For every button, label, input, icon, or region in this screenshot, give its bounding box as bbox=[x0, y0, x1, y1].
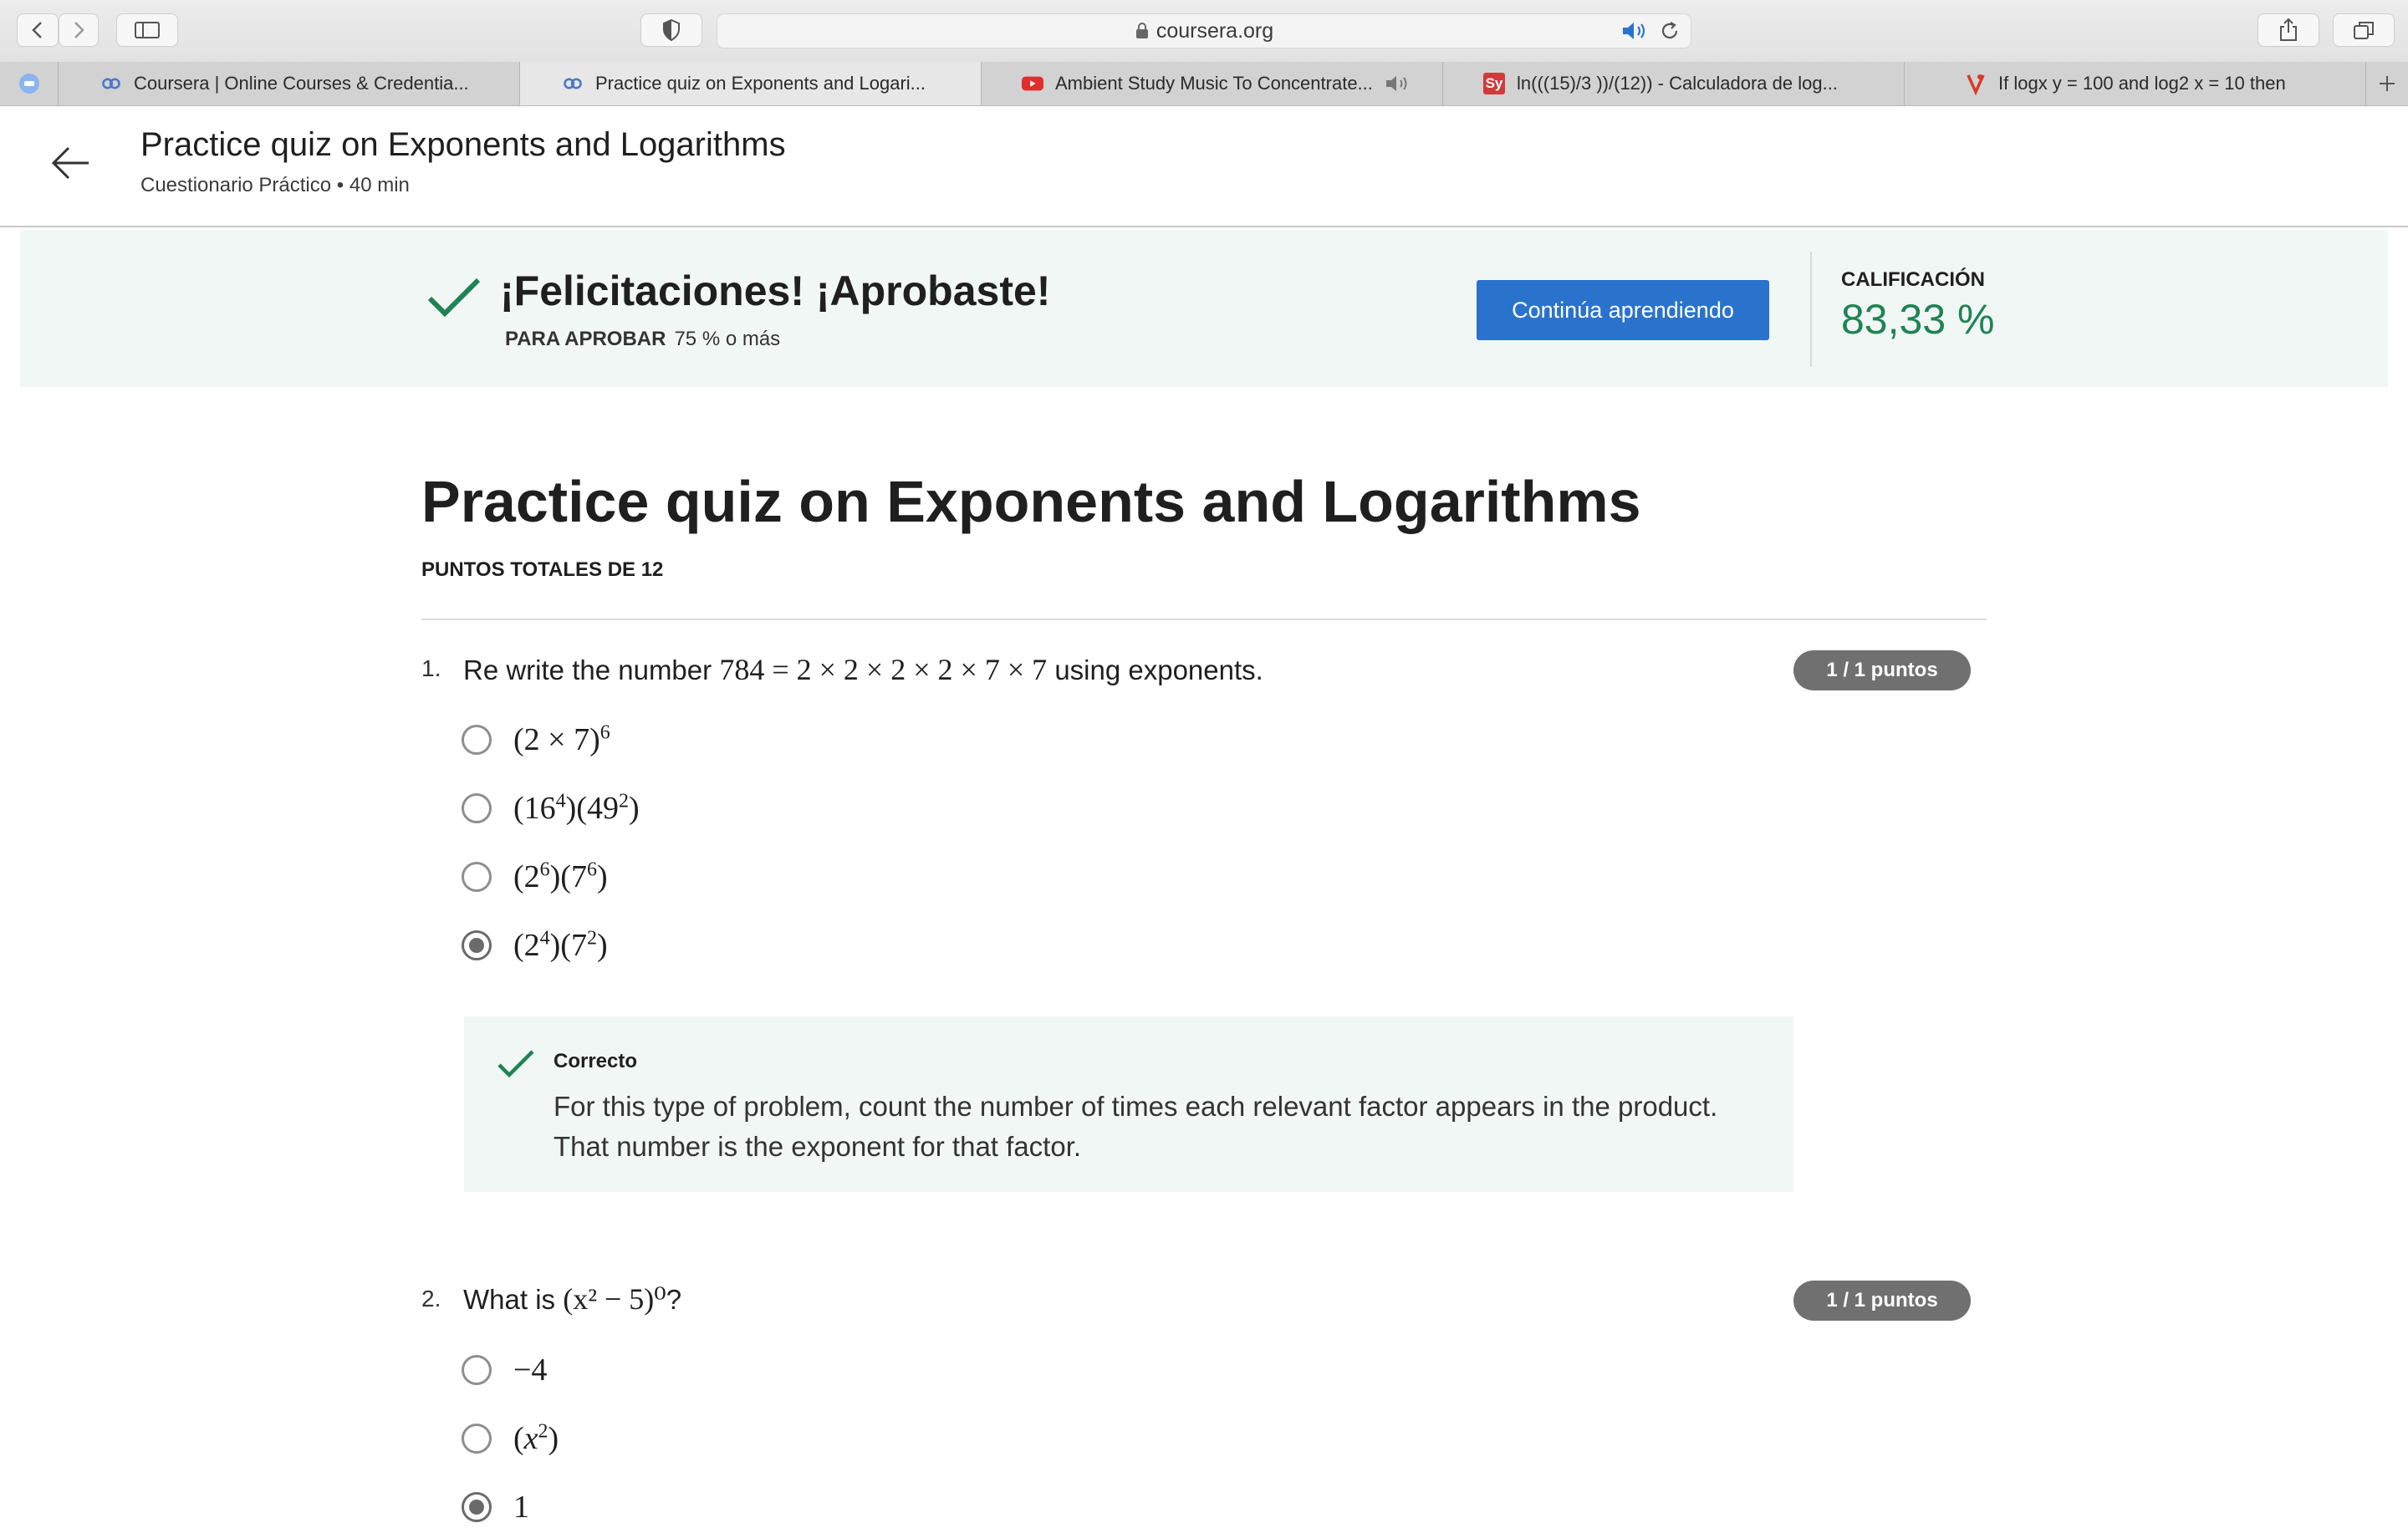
question-text bbox=[463, 652, 1263, 687]
radio-button-checked[interactable] bbox=[462, 930, 492, 960]
grade-label: CALIFICACIÓN bbox=[1841, 268, 1985, 291]
points-badge: 1 / 1 puntos bbox=[1793, 1281, 1971, 1321]
feedback-label: Correcto bbox=[554, 1050, 638, 1072]
tab-overview-button[interactable] bbox=[2333, 13, 2395, 47]
question-number: 2. bbox=[421, 1286, 441, 1312]
page-subtitle: Cuestionario Práctico • 40 min bbox=[140, 174, 410, 196]
tab-practice-quiz[interactable] bbox=[520, 62, 982, 105]
page-title: Practice quiz on Exponents and Logarithms bbox=[140, 126, 786, 163]
answer-option[interactable] bbox=[462, 719, 610, 761]
audio-playing-icon[interactable] bbox=[1620, 20, 1649, 42]
tab-title: ln(((15)/3 ))/(12)) - Calculadora de log... bbox=[1517, 73, 1838, 94]
radio-button[interactable] bbox=[462, 793, 492, 823]
divider bbox=[421, 619, 1987, 620]
sidebar-toggle-button[interactable] bbox=[116, 13, 178, 47]
tab-title: Coursera | Online Courses & Credentia... bbox=[134, 73, 469, 94]
question-suffix: ? bbox=[666, 1284, 682, 1315]
tab-title: Ambient Study Music To Concentrate... bbox=[1055, 73, 1373, 94]
question-math: 784 = 2 × 2 × 2 × 2 × 7 × 7 bbox=[719, 653, 1048, 686]
points-badge: 1 / 1 puntos bbox=[1793, 650, 1971, 690]
answer-option-selected[interactable] bbox=[462, 924, 608, 966]
back-arrow-icon[interactable] bbox=[48, 141, 92, 185]
radio-button-checked[interactable] bbox=[462, 1492, 492, 1522]
question-math: (x² − 5)⁰ bbox=[563, 1282, 666, 1316]
option-label: $(2 \times 7)^6$ bbox=[513, 721, 610, 757]
radio-button[interactable] bbox=[462, 1424, 492, 1454]
lock-icon bbox=[1135, 22, 1150, 40]
privacy-report-button[interactable] bbox=[640, 13, 702, 47]
pass-label: PARA APROBAR bbox=[505, 328, 666, 350]
option-label: $(16^4)(49^2)$ bbox=[513, 790, 640, 826]
question-number: 1. bbox=[421, 655, 441, 681]
tab-title: Practice quiz on Exponents and Logari... bbox=[595, 73, 926, 94]
chevron-left-icon bbox=[29, 20, 46, 40]
youtube-icon bbox=[1022, 75, 1043, 92]
tabs-icon bbox=[2352, 19, 2375, 41]
radio-button[interactable] bbox=[462, 862, 492, 892]
tab-symbolab[interactable] bbox=[1443, 62, 1905, 105]
question-text bbox=[463, 1281, 681, 1317]
address-bar[interactable] bbox=[717, 13, 1691, 48]
shield-icon bbox=[661, 18, 681, 42]
total-points: PUNTOS TOTALES DE 12 bbox=[421, 558, 664, 581]
chevron-right-icon bbox=[70, 20, 87, 40]
radio-button[interactable] bbox=[462, 725, 492, 755]
answer-option-selected[interactable] bbox=[462, 1486, 529, 1528]
share-icon bbox=[2278, 18, 2299, 43]
answer-option[interactable] bbox=[462, 1418, 559, 1459]
answer-option[interactable] bbox=[462, 787, 640, 829]
forward-button[interactable] bbox=[59, 13, 99, 47]
feedback-text: For this type of problem, count the number of times each relevant factor appears in the product. That number is the exponent for that factor. bbox=[554, 1091, 1718, 1162]
grade-value: 83,33 % bbox=[1841, 296, 1995, 343]
radio-button[interactable] bbox=[462, 1355, 492, 1385]
result-banner bbox=[20, 230, 2388, 387]
reload-icon[interactable] bbox=[1659, 20, 1681, 42]
tab-ambient-music[interactable] bbox=[982, 62, 1443, 105]
back-button[interactable] bbox=[17, 13, 59, 47]
tab-coursera[interactable] bbox=[59, 62, 520, 105]
option-label: −4 bbox=[513, 1352, 548, 1388]
feedback-box bbox=[464, 1016, 1793, 1192]
pass-value: 75 % o más bbox=[674, 328, 781, 350]
option-label: $(2^4)(7^2)$ bbox=[513, 927, 608, 963]
question-suffix: using exponents. bbox=[1054, 654, 1263, 685]
url-text: coursera.org bbox=[1156, 18, 1274, 43]
symbolab-icon: Sy bbox=[1483, 73, 1505, 94]
speaker-icon[interactable] bbox=[1385, 74, 1416, 94]
page-header bbox=[0, 106, 2408, 227]
coursera-icon bbox=[100, 75, 122, 92]
banner-title: ¡Felicitaciones! ¡Aprobaste! bbox=[500, 267, 1051, 314]
tab-title: If logx y = 100 and log2 x = 10 then bbox=[1998, 73, 2286, 94]
option-label: $(x^2)$ bbox=[513, 1420, 559, 1456]
divider bbox=[1810, 252, 1812, 367]
option-label: 1 bbox=[513, 1490, 529, 1525]
continue-learning-button[interactable]: Continúa aprendiendo bbox=[1477, 280, 1769, 340]
tab-toppr[interactable] bbox=[1905, 62, 2366, 105]
pinned-tab[interactable] bbox=[0, 62, 59, 105]
checkmark-icon bbox=[496, 1047, 536, 1080]
share-button[interactable] bbox=[2258, 13, 2319, 47]
tab-bar bbox=[0, 62, 2408, 106]
pass-requirement bbox=[505, 328, 780, 351]
answer-option[interactable] bbox=[462, 856, 608, 898]
checkmark-icon bbox=[425, 272, 483, 322]
answer-option[interactable] bbox=[462, 1349, 547, 1391]
question-prefix: Re write the number bbox=[463, 654, 712, 685]
pinned-site-icon bbox=[18, 72, 41, 95]
question-prefix: What is bbox=[463, 1284, 556, 1315]
coursera-icon bbox=[562, 75, 584, 92]
toppr-icon bbox=[1965, 72, 1987, 95]
option-label: $(2^6)(7^6)$ bbox=[513, 858, 608, 894]
new-tab-button[interactable] bbox=[2366, 62, 2408, 105]
plus-icon bbox=[2377, 74, 2397, 94]
browser-toolbar bbox=[0, 0, 2408, 63]
sidebar-icon bbox=[134, 20, 161, 40]
quiz-title: Practice quiz on Exponents and Logarithms bbox=[421, 469, 1641, 534]
